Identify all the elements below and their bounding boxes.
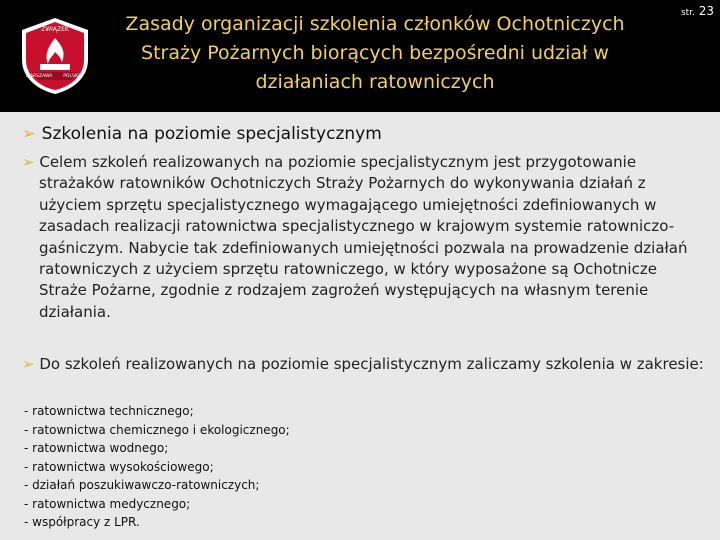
list-item: - ratownictwa technicznego; [24, 404, 194, 418]
page-number [681, 4, 714, 18]
list-item: - działań poszukiwawczo-ratowniczych; [24, 478, 260, 492]
list-item: - współpracy z LPR. [24, 515, 140, 529]
arrow-bullet-icon: ➢ [22, 153, 35, 171]
paragraph-scope-text: Do szkoleń realizowanych na poziomie specjalistycznym zaliczamy szkolenia w zakresie: [39, 355, 704, 373]
slide-content [0, 112, 720, 540]
list-item: - ratownictwa medycznego; [24, 496, 191, 511]
section-heading-text: Szkolenia na poziomie specjalistycznym [41, 124, 382, 144]
list-item: - ratownictwa wysokościowego; [24, 459, 214, 474]
paragraph-goal-text: Celem szkoleń realizowanych na poziomie specjalistycznym jest przygotowanie strażaków ratowników Ochotniczych Straży Pożarnych do wykonywania działań z użyciem sprzętu specjalistycznego wymagającego umiejętności zdefiniowanych w zasadach realizacji ratownictwa specjalistycznego w krajowym systemie ratowniczo-gaśniczym. Nabycie tak zdefiniowanych umiejętności pozwala na prowadzenie działań ratowniczych z użyciem sprzętu ratowniczego, w który wyposażone są Ochotnicze Straże Pożarne, zgodnie z rodzajem zagrożeń występujących na własnym terenie działania. [39, 153, 688, 321]
section-heading [22, 122, 712, 146]
fire-brigade-logo [18, 16, 92, 96]
arrow-bullet-icon: ➢ [22, 124, 37, 144]
list-item: - ratownictwa chemicznego i ekologicznego; [24, 422, 290, 437]
logo-left-text: WARSZAWA [25, 74, 53, 79]
paragraph-goal [22, 152, 704, 323]
training-list [24, 402, 624, 532]
slide-title: Zasady organizacji szkolenia członków Ochotniczych Straży Pożarnych biorących bezpośredni udział w działaniach ratowniczych [125, 13, 625, 93]
list-item: - ratownictwa wodnego; [24, 441, 169, 455]
page-label: str. [680, 8, 695, 18]
paragraph-scope [22, 354, 704, 375]
slide-header [0, 0, 720, 112]
logo-right-text: POLSKA [63, 74, 81, 79]
page-number-value: 23 [698, 4, 714, 18]
logo-top-text: ZWIĄZEK [41, 26, 69, 33]
arrow-bullet-icon: ➢ [22, 355, 35, 373]
